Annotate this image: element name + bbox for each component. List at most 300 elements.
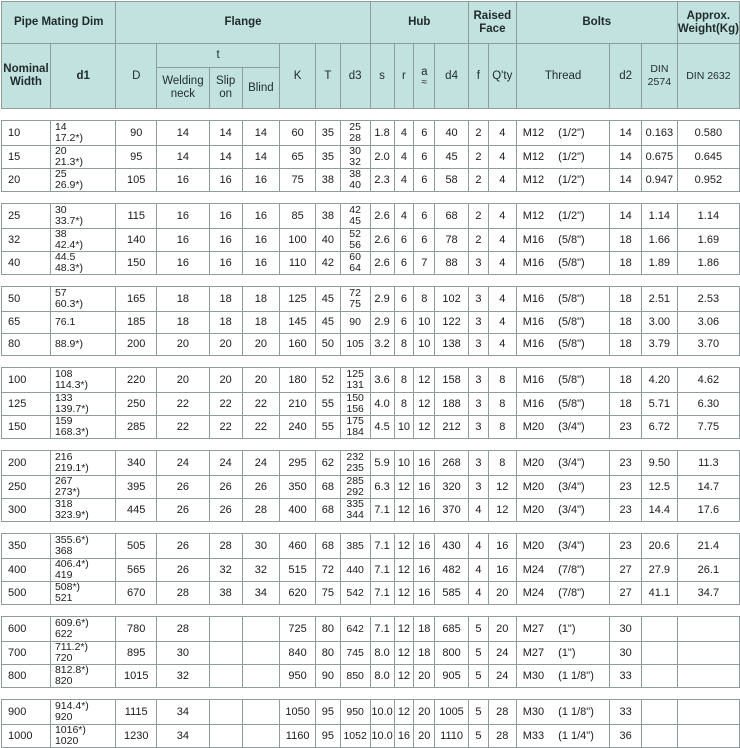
- cell-T: 68: [315, 476, 340, 499]
- d3-line: 156: [346, 403, 364, 415]
- cell-r: 6: [394, 252, 414, 275]
- d3-line: 385: [346, 539, 364, 552]
- cell-s: 4.5: [370, 416, 394, 439]
- cell-d3: [340, 146, 370, 169]
- cell-a: 16: [414, 476, 435, 499]
- cell-w2: 4.62: [677, 368, 739, 393]
- cell-a: 16: [414, 499, 435, 522]
- cell-d1: [50, 582, 115, 605]
- d3-line: 42: [349, 204, 361, 216]
- cell-thread: [516, 476, 610, 499]
- table-row: [2, 146, 740, 169]
- cell-d2: 33: [610, 700, 642, 725]
- table-row: [2, 725, 740, 748]
- cell-thread: [516, 725, 610, 748]
- cell-w2: 7.75: [677, 416, 739, 439]
- d1-line: 267: [54, 475, 73, 487]
- cell-qty: 24: [488, 665, 516, 688]
- cell-s: 7.1: [370, 534, 394, 559]
- cell-f: 2: [468, 121, 488, 146]
- cell-w2: 3.06: [677, 312, 739, 334]
- cell-d1: [50, 287, 115, 312]
- cell-d1: [50, 252, 115, 275]
- d3-line: 950: [346, 705, 364, 718]
- header-din2574: [641, 44, 677, 109]
- thread-inch: (7/8"): [558, 563, 585, 576]
- d1-line: 88.9*): [54, 338, 83, 350]
- group-spacer: [2, 605, 740, 617]
- cell-a: 18: [414, 617, 435, 642]
- thread-inch: (1 1/8"): [558, 669, 594, 682]
- cell-w1: 1.14: [641, 204, 677, 229]
- cell-w1: [641, 617, 677, 642]
- thread-inch: (5/8"): [558, 233, 585, 246]
- cell-s: 10.0: [370, 700, 394, 725]
- header-nominal-width: [2, 44, 51, 109]
- cell-bl: [242, 617, 280, 642]
- cell-d3: [340, 334, 370, 356]
- cell-qty: 20: [488, 582, 516, 605]
- cell-T: 38: [315, 204, 340, 229]
- cell-a: 18: [414, 642, 435, 665]
- cell-w2: [677, 665, 739, 688]
- cell-nw: 1000: [2, 725, 51, 748]
- cell-T: 90: [315, 665, 340, 688]
- thread-metric: M20: [522, 480, 545, 493]
- cell-K: 950: [280, 665, 316, 688]
- d3-line: 440: [346, 563, 364, 576]
- cell-D: 1115: [116, 700, 157, 725]
- cell-d3: [340, 725, 370, 748]
- header-T: T: [315, 44, 340, 109]
- d1-line: 14: [54, 121, 67, 133]
- cell-qty: 4: [488, 312, 516, 334]
- cell-bl: [242, 642, 280, 665]
- thread-metric: M30: [522, 705, 545, 718]
- cell-r: 12: [394, 499, 414, 522]
- cell-f: 3: [468, 476, 488, 499]
- cell-bl: 26: [242, 476, 280, 499]
- cell-d4: 1005: [435, 700, 469, 725]
- thread-inch: (7/8"): [558, 586, 585, 599]
- cell-D: 285: [116, 416, 157, 439]
- cell-r: 12: [394, 582, 414, 605]
- thread-metric: M20: [522, 539, 545, 552]
- cell-d1: [50, 476, 115, 499]
- cell-so: 16: [209, 204, 242, 229]
- cell-r: 12: [394, 665, 414, 688]
- cell-so: 28: [209, 534, 242, 559]
- cell-w1: 20.6: [641, 534, 677, 559]
- cell-thread: [516, 146, 610, 169]
- d3-line: 642: [346, 622, 364, 635]
- cell-d4: 685: [435, 617, 469, 642]
- cell-r: 8: [394, 334, 414, 356]
- cell-d2: 23: [610, 499, 642, 522]
- spacer-cell: [2, 605, 740, 617]
- table-row: [2, 121, 740, 146]
- cell-s: 2.0: [370, 146, 394, 169]
- table-row: [2, 559, 740, 582]
- cell-D: 1015: [116, 665, 157, 688]
- cell-wn: 28: [157, 617, 210, 642]
- cell-d3: [340, 204, 370, 229]
- cell-d2: 36: [610, 725, 642, 748]
- cell-d4: 320: [435, 476, 469, 499]
- cell-s: 1.8: [370, 121, 394, 146]
- cell-T: 45: [315, 287, 340, 312]
- cell-d1: [50, 121, 115, 146]
- d1-line: 622: [54, 628, 73, 640]
- cell-bl: [242, 725, 280, 748]
- cell-bl: [242, 700, 280, 725]
- cell-bl: 18: [242, 287, 280, 312]
- d1-line: 139.7*): [54, 403, 89, 415]
- cell-wn: 34: [157, 700, 210, 725]
- cell-bl: [242, 665, 280, 688]
- cell-d1: [50, 229, 115, 252]
- d3-line: 1052: [343, 729, 367, 742]
- cell-D: 95: [116, 146, 157, 169]
- d3-line: 175: [346, 415, 364, 427]
- cell-T: 62: [315, 451, 340, 476]
- cell-d1: [50, 451, 115, 476]
- cell-T: 38: [315, 169, 340, 192]
- cell-wn: 34: [157, 725, 210, 748]
- cell-d4: 58: [435, 169, 469, 192]
- cell-nw: 80: [2, 334, 51, 356]
- approx-weight-label: Approx. Weight(Kg): [677, 9, 739, 35]
- cell-d2: 14: [610, 169, 642, 192]
- cell-s: 2.6: [370, 204, 394, 229]
- cell-T: 72: [315, 559, 340, 582]
- cell-r: 16: [394, 725, 414, 748]
- d1-line: 914.4*): [54, 700, 89, 712]
- cell-a: 20: [414, 665, 435, 688]
- cell-D: 185: [116, 312, 157, 334]
- cell-so: [209, 665, 242, 688]
- cell-d3: [340, 617, 370, 642]
- thread-inch: (1/2"): [558, 209, 585, 222]
- d3-line: 30: [349, 145, 361, 157]
- d3-line: 72: [349, 287, 361, 299]
- cell-T: 40: [315, 229, 340, 252]
- thread-metric: M20: [522, 420, 545, 433]
- table-row: [2, 368, 740, 393]
- cell-w1: [641, 665, 677, 688]
- cell-K: 75: [280, 169, 316, 192]
- cell-d3: [340, 229, 370, 252]
- cell-T: 68: [315, 499, 340, 522]
- thread-inch: (5/8"): [558, 397, 585, 410]
- cell-nw: 600: [2, 617, 51, 642]
- cell-qty: 4: [488, 204, 516, 229]
- din2632-label: DIN 2632: [686, 69, 731, 82]
- cell-f: 2: [468, 229, 488, 252]
- cell-K: 160: [280, 334, 316, 356]
- cell-qty: 4: [488, 169, 516, 192]
- d1-line: 133: [54, 392, 73, 404]
- cell-d4: 268: [435, 451, 469, 476]
- d3-line: 64: [349, 262, 361, 274]
- d3-line: 60: [349, 251, 361, 263]
- d1-line: 108: [54, 368, 73, 380]
- cell-f: 3: [468, 287, 488, 312]
- cell-nw: 800: [2, 665, 51, 688]
- d3-line: 184: [346, 426, 364, 438]
- cell-d4: 370: [435, 499, 469, 522]
- table-row: [2, 229, 740, 252]
- cell-w1: 41.1: [641, 582, 677, 605]
- cell-d4: 88: [435, 252, 469, 275]
- cell-wn: 26: [157, 559, 210, 582]
- cell-d3: [340, 642, 370, 665]
- cell-w1: 9.50: [641, 451, 677, 476]
- cell-r: 10: [394, 451, 414, 476]
- cell-d4: 1110: [435, 725, 469, 748]
- cell-d2: 23: [610, 451, 642, 476]
- cell-thread: [516, 665, 610, 688]
- thread-metric: M27: [522, 622, 545, 635]
- thread-metric: M20: [522, 456, 545, 469]
- d1-line: 114.3*): [54, 379, 89, 391]
- cell-w1: 2.51: [641, 287, 677, 312]
- cell-nw: 200: [2, 451, 51, 476]
- table-row: [2, 476, 740, 499]
- thread-inch: (3/4"): [558, 539, 585, 552]
- d3-line: 52: [349, 228, 361, 240]
- cell-nw: 10: [2, 121, 51, 146]
- cell-f: 2: [468, 204, 488, 229]
- cell-r: 12: [394, 642, 414, 665]
- cell-K: 295: [280, 451, 316, 476]
- thread-inch: (3/4"): [558, 420, 585, 433]
- cell-d2: 23: [610, 416, 642, 439]
- cell-f: 4: [468, 559, 488, 582]
- cell-d1: [50, 368, 115, 393]
- thread-metric: M16: [522, 292, 545, 305]
- cell-d2: 14: [610, 146, 642, 169]
- a-approx-sign: ≈: [421, 76, 428, 88]
- cell-d2: 33: [610, 665, 642, 688]
- cell-wn: 16: [157, 169, 210, 192]
- cell-qty: 4: [488, 252, 516, 275]
- cell-so: 16: [209, 169, 242, 192]
- cell-D: 395: [116, 476, 157, 499]
- cell-r: 4: [394, 204, 414, 229]
- cell-w1: 5.71: [641, 393, 677, 416]
- table-row: [2, 204, 740, 229]
- cell-f: 3: [468, 312, 488, 334]
- cell-thread: [516, 642, 610, 665]
- d1-line: 30: [54, 204, 67, 216]
- cell-a: 8: [414, 287, 435, 312]
- group-spacer: [2, 522, 740, 534]
- cell-K: 145: [280, 312, 316, 334]
- cell-d1: [50, 416, 115, 439]
- cell-d2: 23: [610, 476, 642, 499]
- cell-T: 52: [315, 368, 340, 393]
- cell-w1: 14.4: [641, 499, 677, 522]
- cell-a: 6: [414, 121, 435, 146]
- cell-w2: [677, 700, 739, 725]
- cell-wn: 20: [157, 368, 210, 393]
- cell-r: 12: [394, 617, 414, 642]
- cell-qty: 28: [488, 700, 516, 725]
- d3-line: 131: [346, 379, 364, 391]
- cell-nw: 700: [2, 642, 51, 665]
- d3-line: 105: [346, 338, 364, 350]
- d1-line: 44.5: [54, 251, 76, 263]
- header-r: r: [394, 44, 414, 109]
- cell-s: 7.1: [370, 617, 394, 642]
- cell-K: 350: [280, 476, 316, 499]
- d3-line: 542: [346, 586, 364, 599]
- cell-qty: 8: [488, 368, 516, 393]
- cell-w2: [677, 617, 739, 642]
- cell-nw: 100: [2, 368, 51, 393]
- cell-qty: 8: [488, 393, 516, 416]
- cell-d2: 14: [610, 204, 642, 229]
- cell-D: 150: [116, 252, 157, 275]
- header-K: K: [280, 44, 316, 109]
- cell-D: 780: [116, 617, 157, 642]
- cell-d3: [340, 665, 370, 688]
- cell-wn: 30: [157, 642, 210, 665]
- cell-d1: [50, 617, 115, 642]
- d1-line: 355.6*): [54, 534, 89, 546]
- cell-a: 12: [414, 368, 435, 393]
- cell-w2: 34.7: [677, 582, 739, 605]
- cell-r: 4: [394, 169, 414, 192]
- cell-r: 6: [394, 312, 414, 334]
- cell-d3: [340, 582, 370, 605]
- thread-metric: M33: [522, 729, 545, 742]
- cell-s: 3.2: [370, 334, 394, 356]
- cell-d3: [340, 416, 370, 439]
- cell-w1: [641, 700, 677, 725]
- cell-T: 68: [315, 534, 340, 559]
- cell-d1: [50, 665, 115, 688]
- cell-w2: 26.1: [677, 559, 739, 582]
- cell-nw: 900: [2, 700, 51, 725]
- cell-wn: 26: [157, 476, 210, 499]
- d1-line: 521: [54, 592, 73, 604]
- cell-so: 22: [209, 393, 242, 416]
- cell-w2: 17.6: [677, 499, 739, 522]
- flange-dimension-table: [1, 1, 740, 748]
- spacer-cell: [2, 109, 740, 121]
- thread-inch: (3/4"): [558, 456, 585, 469]
- d1-line: 168.3*): [54, 426, 89, 438]
- cell-d1: [50, 334, 115, 356]
- table-row: [2, 451, 740, 476]
- d1-line: 406.4*): [54, 558, 89, 570]
- cell-f: 3: [468, 252, 488, 275]
- cell-s: 2.6: [370, 229, 394, 252]
- cell-K: 840: [280, 642, 316, 665]
- cell-bl: 28: [242, 499, 280, 522]
- cell-f: 3: [468, 416, 488, 439]
- cell-bl: 22: [242, 393, 280, 416]
- d1-line: 159: [54, 415, 73, 427]
- cell-w2: 14.7: [677, 476, 739, 499]
- cell-K: 515: [280, 559, 316, 582]
- cell-so: [209, 617, 242, 642]
- cell-so: 18: [209, 312, 242, 334]
- cell-s: 5.9: [370, 451, 394, 476]
- cell-d4: 188: [435, 393, 469, 416]
- d1-line: 711.2*): [54, 641, 89, 653]
- a-label: a: [421, 65, 428, 78]
- cell-thread: [516, 617, 610, 642]
- cell-D: 140: [116, 229, 157, 252]
- thread-inch: (3/4"): [558, 503, 585, 516]
- header-s: s: [370, 44, 394, 109]
- d3-line: 292: [346, 486, 364, 498]
- group-spacer: [2, 109, 740, 121]
- cell-D: 200: [116, 334, 157, 356]
- cell-w1: [641, 725, 677, 748]
- cell-K: 100: [280, 229, 316, 252]
- cell-nw: 125: [2, 393, 51, 416]
- cell-nw: 40: [2, 252, 51, 275]
- cell-s: 2.9: [370, 287, 394, 312]
- cell-f: 4: [468, 499, 488, 522]
- spacer-cell: [2, 356, 740, 368]
- cell-s: 4.0: [370, 393, 394, 416]
- cell-qty: 16: [488, 534, 516, 559]
- cell-thread: [516, 229, 610, 252]
- cell-K: 1160: [280, 725, 316, 748]
- cell-so: 14: [209, 121, 242, 146]
- cell-thread: [516, 334, 610, 356]
- thread-inch: (1"): [558, 646, 576, 659]
- thread-inch: (1 1/4"): [558, 729, 594, 742]
- header-flange: Flange: [116, 2, 370, 44]
- cell-K: 110: [280, 252, 316, 275]
- cell-w1: 12.5: [641, 476, 677, 499]
- table-row: [2, 169, 740, 192]
- d3-line: 344: [346, 509, 364, 521]
- cell-bl: 20: [242, 334, 280, 356]
- d1-line: 720: [54, 652, 73, 664]
- cell-f: 4: [468, 582, 488, 605]
- cell-so: 18: [209, 287, 242, 312]
- cell-qty: 4: [488, 146, 516, 169]
- cell-D: 220: [116, 368, 157, 393]
- table-row: [2, 312, 740, 334]
- header-f: f: [468, 44, 488, 109]
- cell-nw: 50: [2, 287, 51, 312]
- cell-nw: 20: [2, 169, 51, 192]
- cell-so: 22: [209, 416, 242, 439]
- cell-d2: 30: [610, 617, 642, 642]
- header-welding-neck: [157, 68, 210, 109]
- cell-r: 12: [394, 534, 414, 559]
- cell-d1: [50, 725, 115, 748]
- cell-d3: [340, 368, 370, 393]
- d1-line: 820: [54, 675, 73, 687]
- table-body: [2, 109, 740, 748]
- group-spacer: [2, 439, 740, 451]
- thread-metric: M16: [522, 338, 545, 350]
- cell-bl: 14: [242, 146, 280, 169]
- slip-on-label: Slip on: [216, 75, 236, 100]
- cell-a: 6: [414, 229, 435, 252]
- cell-wn: 18: [157, 287, 210, 312]
- cell-f: 4: [468, 534, 488, 559]
